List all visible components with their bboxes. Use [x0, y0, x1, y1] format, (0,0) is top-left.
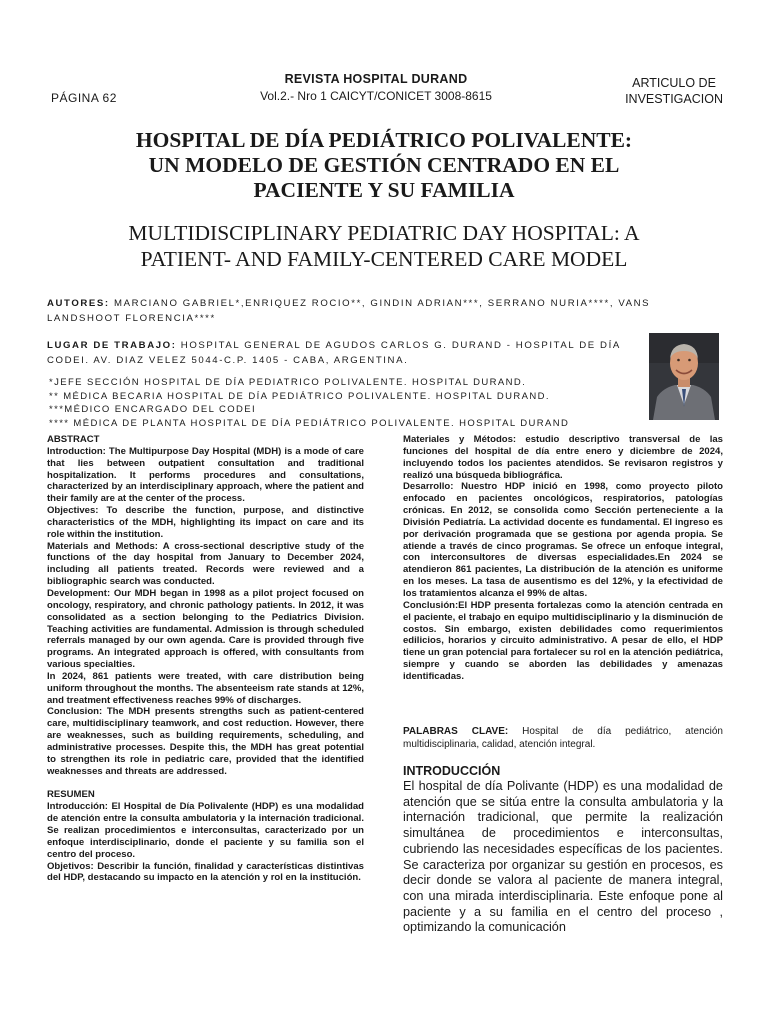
abstract-results: In 2024, 861 patients were treated, with care distribution being uniform throughout the months. The absenteeism rate stands at 12%, and treatment effectiveness reaches 99% of discharges. — [47, 670, 364, 706]
affiliation-3: ***MÉDICO ENCARGADO DEL CODEI — [49, 404, 257, 415]
left-column — [47, 434, 364, 884]
journal-header — [210, 72, 542, 103]
workplace-label: LUGAR DE TRABAJO: — [47, 340, 177, 351]
title-en-line-2: PATIENT- AND FAMILY-CENTERED CARE MODEL — [140, 247, 628, 271]
keywords-label: PALABRAS CLAVE: — [403, 726, 509, 737]
workplace-text: HOSPITAL GENERAL DE AGUDOS CARLOS G. DURAND - HOSPITAL DE DÍA CODEI. AV. DIAZ VELEZ 5044-C.P. 1405 - CABA, ARGENTINA. — [47, 340, 621, 366]
title-es-line-3: PACIENTE Y SU FAMILIA — [253, 178, 515, 202]
workplace — [47, 338, 637, 368]
author-photo — [649, 333, 719, 420]
introduction-heading: INTRODUCCIÓN — [403, 764, 501, 778]
abstract-introduction: Introduction: The Multipurpose Day Hospital (MDH) is a mode of care that lies between outpatient consultation and traditional hospitalization. It performs procedures and consultations, characterized by an interdisciplinary approach, where the patient and their family are at the center of the process. — [47, 445, 364, 505]
abstract-heading: ABSTRACT — [47, 434, 100, 445]
affiliations — [49, 376, 639, 430]
authors — [47, 296, 727, 326]
abstract-methods: Materials and Methods: A cross-sectional descriptive study of the functions of the day hospital from January to December 2024, including all patients treated. Records were reviewed and a bibliographic search was conducted. — [47, 540, 364, 588]
affiliation-4: **** MÉDICA DE PLANTA HOSPITAL DE DÍA PEDIÁTRICO POLIVALENTE. HOSPITAL DURAND — [49, 417, 570, 429]
page-number: PÁGINA 62 — [51, 91, 117, 105]
abstract-objectives: Objectives: To describe the function, purpose, and distinctive characteristics of the MDH, highlighting its impact on care and its role within the institution. — [47, 505, 364, 540]
title-english — [90, 220, 678, 272]
authors-names: MARCIANO GABRIEL*,ENRIQUEZ ROCIO**, GINDIN ADRIAN***, SERRANO NURIA****, VANS LANDSHOOT FLORENCIA**** — [47, 298, 651, 324]
journal-volume: Vol.2.- Nro 1 CAICYT/CONICET 3008-8615 — [260, 89, 492, 103]
authors-label: AUTORES: — [47, 298, 110, 309]
resumen-objetivos: Objetivos: Describir la función, finalidad y características distintivas del HDP, destacando su impacto en la atención y rol en la institución. — [47, 860, 364, 884]
article-type-line-1: ARTICULO DE — [632, 76, 716, 90]
article-type-line-2: INVESTIGACION — [625, 92, 723, 106]
section-gap — [47, 777, 364, 789]
title-spanish — [100, 128, 668, 203]
keywords-text: Hospital de día pediátrico, atención multidisciplinaria, calidad, atención integral. — [403, 726, 723, 750]
journal-name: REVISTA HOSPITAL DURAND — [284, 72, 468, 86]
introduction-text: El hospital de día Polivante (HDP) es una modalidad de atención que se sitúa entre la consulta ambulatoria y la internación tradicional, que permite la realización simultánea de procedimientos e interconsultas, cubriendo las necesidades específicas de los pacientes. Se caracteriza por organizar su gestión en procesos, es decir donde se valora al paciente de manera integral, con una mirada interdisciplinaria. Este enfoque pone al paciente y a su familia en el centro del proceso , optimizando la comunicación — [403, 779, 723, 935]
affiliation-2: ** MÉDICA BECARIA HOSPITAL DE DÍA PEDIÁTRICO POLIVALENTE. HOSPITAL DURAND. — [49, 390, 550, 402]
keywords — [403, 725, 723, 751]
resumen-introduccion: Introducción: El Hospital de Día Polivalente (HDP) es una modalidad de atención entre la consulta ambulatoria y la internación tradicional. Se realizan procedimientos e interconsultas, caracterizado por un enfoque interdisciplinario, donde el paciente y su familia son el centro del proceso. — [47, 801, 364, 860]
title-es-line-1: HOSPITAL DE DÍA PEDIÁTRICO POLIVALENTE: — [135, 128, 633, 152]
abstract-development: Development: Our MDH began in 1998 as a pilot project focused on oncology, respiratory, and chronic pathology patients. In 2012, it was consolidated as a section belonging to the Pediatrics Division. Teaching activities are fundamental. Admission is through scheduled referrals managed by our own agenda. Care is provided through five programs. An integrated approach is offered, with consultants from various specialties. — [47, 587, 364, 671]
affiliation-1: *JEFE SECCIÓN HOSPITAL DE DÍA PEDIATRICO POLIVALENTE. HOSPITAL DURAND. — [49, 377, 527, 388]
author-portrait-image — [649, 333, 719, 420]
resumen-heading: RESUMEN — [47, 789, 95, 801]
resumen-metodos: Materiales y Métodos: estudio descriptivo transversal de las funciones del hospital de día entre enero y diciembre de 2024, incluyendo todos los pacientes atendidos. Se revisaron registros y realizó una búsqueda bibliográfica. — [403, 434, 723, 481]
resumen-desarrollo: Desarrollo: Nuestro HDP inició en 1998, como proyecto piloto enfocado en pacientes oncológicos, respiratorios, patologías crónicas. En 2012, se consolida como Sección perteneciente a la División Pediatría. La actividad docente es fundamental. El ingreso es por derivación programada que se gestiona por agenda propia. Se atiende a través de cinco programas. Se ofrece un enfoque integral, con interconsultores de diversas especialidades.En 2024 se atendieron 861 pacientes, La distribución de la atención es uniforme en los meses. La tasa de ausentismo es del 12%, y la efectividad de los tratamientos alcanza el 99% de altas. — [403, 481, 723, 599]
right-column — [403, 434, 723, 683]
article-type — [625, 75, 723, 107]
title-en-line-1: MULTIDISCIPLINARY PEDIATRIC DAY HOSPITAL: A — [128, 221, 640, 245]
resumen-conclusion: Conclusión:El HDP presenta fortalezas como la atención centrada en el paciente, el trabajo en equipo multidisciplinario y la disminución de costos. Sin embargo, existen debilidades como requerimientos edilicios, horarios y circuito administrativo. A pesar de ello, el HDP tiene un gran potencial para fortalecer su rol en la atención pediátrica, siempre y cuando se aborden las debilidades y amenazas identificadas. — [403, 599, 723, 682]
abstract-conclusion: Conclusion: The MDH presents strengths such as patient-centered care, multidisciplinary teamwork, and cost reduction. However, there are weaknesses, such as building requirements, scheduling, and administrative processes. Despite this, the MDH has great potential to strengthen its role in pediatric care, provided that the identified weaknesses and threats are addressed. — [47, 706, 364, 777]
title-es-line-2: UN MODELO DE GESTIÓN CENTRADO EN EL — [148, 153, 620, 177]
